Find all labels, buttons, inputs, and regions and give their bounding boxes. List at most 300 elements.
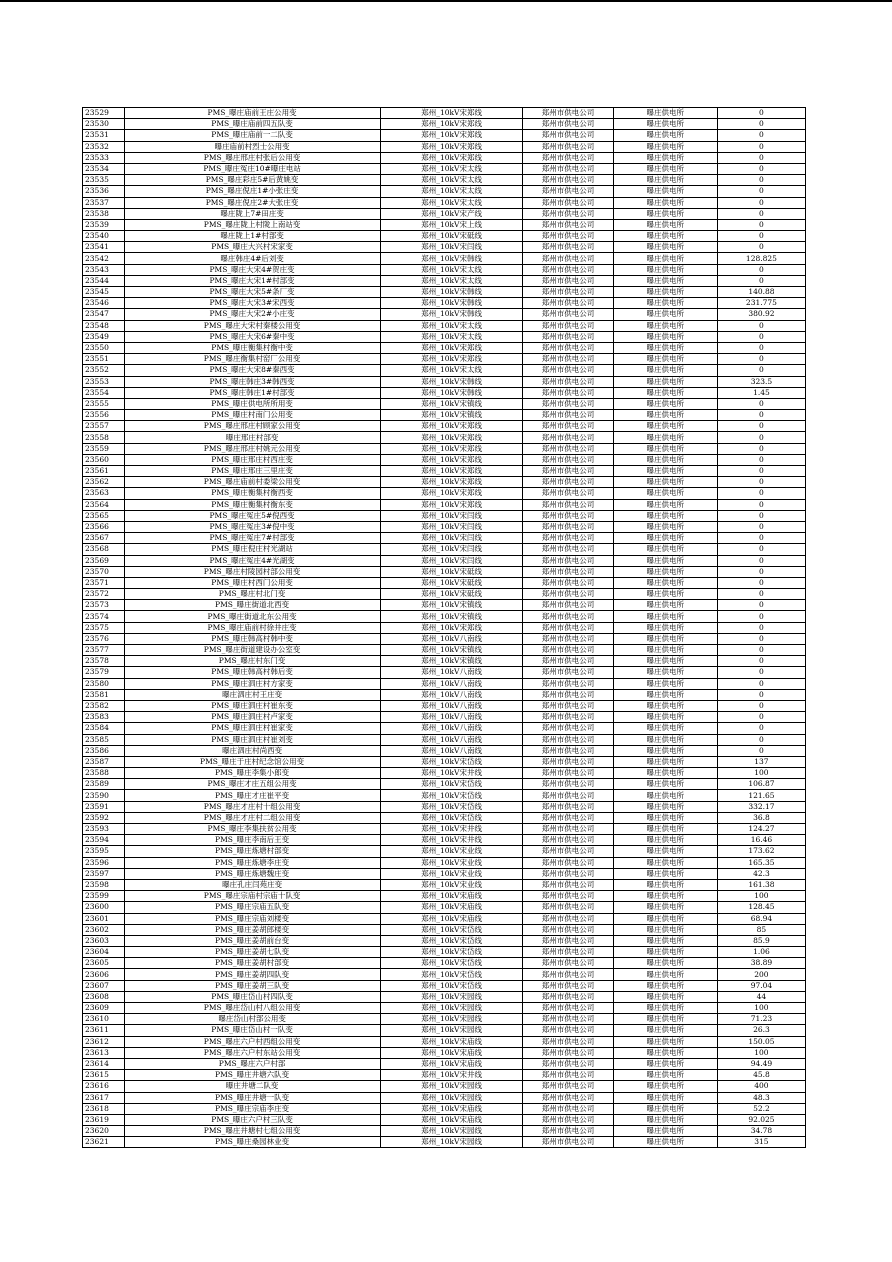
value-cell: 71.23 [717,1014,805,1025]
value-cell: 97.04 [717,980,805,991]
value-cell: 0 [717,454,805,465]
table-row [83,656,806,667]
substation-name: PMS_曝庄宗庙李庄变 [124,1103,380,1114]
company-name: 郑州市供电公司 [523,868,613,879]
table-row [83,991,806,1002]
company-name: 郑州市供电公司 [523,589,613,600]
station-name: 曝庄供电所 [613,208,717,219]
company-name: 郑州市供电公司 [523,298,613,309]
row-id: 23539 [83,219,125,230]
feeder-line: 郑州_10kV宋产线 [380,208,523,219]
company-name: 郑州市供电公司 [523,488,613,499]
row-id: 23560 [83,454,125,465]
table-row [83,824,806,835]
value-cell: 0 [717,533,805,544]
feeder-line: 郑州_10kV宋园线 [380,991,523,1002]
company-name: 郑州市供电公司 [523,645,613,656]
table-row [83,264,806,275]
substation-name: PMS_曝庄姜胡七队变 [124,947,380,958]
company-name: 郑州市供电公司 [523,130,613,141]
row-id: 23613 [83,1047,125,1058]
value-cell: 0 [717,197,805,208]
row-id: 23570 [83,566,125,577]
substation-name: PMS_曝庄邢庄村张后公用变 [124,152,380,163]
station-name: 曝庄供电所 [613,533,717,544]
row-id: 23561 [83,466,125,477]
table-row [83,935,806,946]
feeder-line: 郑州_10kV宋太线 [380,197,523,208]
substation-name: PMS_曝庄陇上村陇上南站变 [124,219,380,230]
table-row [83,443,806,454]
substation-name: PMS_曝庄大宋村秦楼公用变 [124,320,380,331]
station-name: 曝庄供电所 [613,354,717,365]
table-row [83,253,806,264]
substation-name: 曝庄韩庄4#后刘变 [124,253,380,264]
company-name: 郑州市供电公司 [523,980,613,991]
company-name: 郑州市供电公司 [523,958,613,969]
company-name: 郑州市供电公司 [523,812,613,823]
row-id: 23533 [83,152,125,163]
substation-name: PMS_曝庄彩庄5#后黄姚变 [124,175,380,186]
row-id: 23576 [83,633,125,644]
table-row [83,421,806,432]
substation-name: PMS_曝庄邢庄三里庄变 [124,466,380,477]
table-row [83,1036,806,1047]
station-name: 曝庄供电所 [613,477,717,488]
station-name: 曝庄供电所 [613,555,717,566]
company-name: 郑州市供电公司 [523,857,613,868]
table-row [83,1081,806,1092]
table-row [83,611,806,622]
substation-name: PMS_曝庄衡集村衡西变 [124,488,380,499]
feeder-line: 郑州_10kV宋庙线 [380,902,523,913]
value-cell: 128.825 [717,253,805,264]
substation-name: 曝庄泗庄村尚西变 [124,745,380,756]
station-name: 曝庄供电所 [613,163,717,174]
feeder-line: 郑州_10kV宋闫线 [380,544,523,555]
table-row [83,1014,806,1025]
row-id: 23607 [83,980,125,991]
row-id: 23569 [83,555,125,566]
value-cell: 165.35 [717,857,805,868]
company-name: 郑州市供电公司 [523,1137,613,1148]
company-name: 郑州市供电公司 [523,969,613,980]
substation-name: 曝庄岱山村部公用变 [124,1014,380,1025]
station-name: 曝庄供电所 [613,287,717,298]
value-cell: 0 [717,108,805,119]
substation-name: PMS_曝庄村陵园村部公用变 [124,566,380,577]
table-row [83,924,806,935]
substation-name: PMS_曝庄韩庄1#村部变 [124,387,380,398]
company-name: 郑州市供电公司 [523,231,613,242]
value-cell: 0 [717,398,805,409]
station-name: 曝庄供电所 [613,443,717,454]
substation-name: PMS_曝庄岱山村一队变 [124,1025,380,1036]
value-cell: 44 [717,991,805,1002]
station-name: 曝庄供电所 [613,1003,717,1014]
station-name: 曝庄供电所 [613,991,717,1002]
value-cell: 0 [717,667,805,678]
table-row [83,1003,806,1014]
substation-name: PMS_曝庄大宋8#秦西变 [124,365,380,376]
station-name: 曝庄供电所 [613,1014,717,1025]
row-id: 23601 [83,913,125,924]
table-row [83,678,806,689]
company-name: 郑州市供电公司 [523,689,613,700]
table-row [83,108,806,119]
value-cell: 315 [717,1137,805,1148]
row-id: 23586 [83,745,125,756]
table-row [83,242,806,253]
feeder-line: 郑州_10kV宋韩线 [380,309,523,320]
feeder-line: 郑州_10kV宋庙线 [380,913,523,924]
station-name: 曝庄供电所 [613,510,717,521]
table-row [83,712,806,723]
value-cell: 36.8 [717,812,805,823]
feeder-line: 郑州_10kV八南线 [380,700,523,711]
value-cell: 48.3 [717,1092,805,1103]
substation-name: PMS_曝庄大宋1#村部变 [124,275,380,286]
substation-name: PMS_曝庄井塘六队变 [124,1070,380,1081]
station-name: 曝庄供电所 [613,756,717,767]
row-id: 23572 [83,589,125,600]
company-name: 郑州市供电公司 [523,208,613,219]
station-name: 曝庄供电所 [613,298,717,309]
substation-name: PMS_曝庄六户村西组公用变 [124,1036,380,1047]
station-name: 曝庄供电所 [613,141,717,152]
value-cell: 173.62 [717,846,805,857]
feeder-line: 郑州_10kV宋岱线 [380,756,523,767]
row-id: 23577 [83,645,125,656]
feeder-line: 郑州_10kV宋园线 [380,1014,523,1025]
row-id: 23603 [83,935,125,946]
substation-name: 曝庄陇上1#村部变 [124,231,380,242]
feeder-line: 郑州_10kV宋郑线 [380,421,523,432]
table-row [83,466,806,477]
table-row [83,958,806,969]
company-name: 郑州市供电公司 [523,600,613,611]
row-id: 23553 [83,376,125,387]
feeder-line: 郑州_10kV宋闫线 [380,533,523,544]
value-cell: 0 [717,488,805,499]
station-name: 曝庄供电所 [613,891,717,902]
company-name: 郑州市供电公司 [523,712,613,723]
company-name: 郑州市供电公司 [523,253,613,264]
row-id: 23615 [83,1070,125,1081]
station-name: 曝庄供电所 [613,466,717,477]
value-cell: 68.94 [717,913,805,924]
row-id: 23592 [83,812,125,823]
substation-name: PMS_曝庄倪庄2#大张庄变 [124,197,380,208]
company-name: 郑州市供电公司 [523,790,613,801]
substation-name: PMS_曝庄宗庙五队变 [124,902,380,913]
value-cell: 0 [717,466,805,477]
company-name: 郑州市供电公司 [523,824,613,835]
table-row [83,219,806,230]
company-name: 郑州市供电公司 [523,466,613,477]
substation-name: PMS_曝庄衡集村衡中变 [124,342,380,353]
row-id: 23557 [83,421,125,432]
feeder-line: 郑州_10kV宋郑线 [380,152,523,163]
company-name: 郑州市供电公司 [523,432,613,443]
feeder-line: 郑州_10kV宋园线 [380,1126,523,1137]
table-row [83,589,806,600]
substation-name: PMS_曝庄街道北东公用变 [124,611,380,622]
table-row [83,734,806,745]
substation-name: PMS_曝庄冤庄5#倪西变 [124,510,380,521]
station-name: 曝庄供电所 [613,656,717,667]
station-name: 曝庄供电所 [613,175,717,186]
company-name: 郑州市供电公司 [523,275,613,286]
table-row [83,175,806,186]
row-id: 23564 [83,499,125,510]
feeder-line: 郑州_10kV宋太线 [380,331,523,342]
company-name: 郑州市供电公司 [523,1081,613,1092]
company-name: 郑州市供电公司 [523,163,613,174]
company-name: 郑州市供电公司 [523,1025,613,1036]
value-cell: 0 [717,510,805,521]
company-name: 郑州市供电公司 [523,443,613,454]
feeder-line: 郑州_10kV宋井线 [380,835,523,846]
substation-name: PMS_曝庄邢庄村西庄变 [124,454,380,465]
feeder-line: 郑州_10kV宋郑线 [380,130,523,141]
row-id: 23535 [83,175,125,186]
station-name: 曝庄供电所 [613,577,717,588]
feeder-line: 郑州_10kV八南线 [380,633,523,644]
feeder-line: 郑州_10kV宋太线 [380,320,523,331]
feeder-line: 郑州_10kV宋镇线 [380,645,523,656]
company-name: 郑州市供电公司 [523,141,613,152]
row-id: 23616 [83,1081,125,1092]
station-name: 曝庄供电所 [613,801,717,812]
table-row [83,768,806,779]
row-id: 23534 [83,163,125,174]
substation-name: PMS_曝庄才庄村十组公用变 [124,801,380,812]
value-cell: 92.025 [717,1114,805,1125]
feeder-line: 郑州_10kV宋闫线 [380,242,523,253]
value-cell: 0 [717,175,805,186]
company-name: 郑州市供电公司 [523,723,613,734]
row-id: 23567 [83,533,125,544]
table-row [83,857,806,868]
row-id: 23610 [83,1014,125,1025]
station-name: 曝庄供电所 [613,868,717,879]
row-id: 23621 [83,1137,125,1148]
company-name: 郑州市供电公司 [523,879,613,890]
value-cell: 0 [717,589,805,600]
value-cell: 1.06 [717,947,805,958]
feeder-line: 郑州_10kV宋岱线 [380,779,523,790]
row-id: 23546 [83,298,125,309]
substation-name: PMS_曝庄冤庄7#村部变 [124,533,380,544]
feeder-line: 郑州_10kV八南线 [380,734,523,745]
row-id: 23552 [83,365,125,376]
substation-name: PMS_曝庄六户村部 [124,1058,380,1069]
substation-name: PMS_曝庄六户村三队变 [124,1114,380,1125]
substation-name: PMS_曝庄大宋3#宋西变 [124,298,380,309]
feeder-line: 郑州_10kV宋郑线 [380,342,523,353]
table-row [83,186,806,197]
company-name: 郑州市供电公司 [523,354,613,365]
company-name: 郑州市供电公司 [523,1114,613,1125]
row-id: 23549 [83,331,125,342]
substation-name: PMS_曝庄李集扶贫公用变 [124,824,380,835]
table-row [83,1058,806,1069]
row-id: 23597 [83,868,125,879]
row-id: 23545 [83,287,125,298]
value-cell: 0 [717,152,805,163]
feeder-line: 郑州_10kV宋业线 [380,879,523,890]
company-name: 郑州市供电公司 [523,533,613,544]
station-name: 曝庄供电所 [613,790,717,801]
feeder-line: 郑州_10kV宋太线 [380,275,523,286]
company-name: 郑州市供电公司 [523,242,613,253]
station-name: 曝庄供电所 [613,108,717,119]
row-id: 23571 [83,577,125,588]
feeder-line: 郑州_10kV宋韩线 [380,287,523,298]
company-name: 郑州市供电公司 [523,521,613,532]
value-cell: 0 [717,656,805,667]
feeder-line: 郑州_10kV宋郑线 [380,354,523,365]
table-row [83,163,806,174]
station-name: 曝庄供电所 [613,1070,717,1081]
value-cell: 0 [717,208,805,219]
table-row [83,331,806,342]
value-cell: 150.05 [717,1036,805,1047]
feeder-line: 郑州_10kV宋井线 [380,768,523,779]
value-cell: 0 [717,331,805,342]
company-name: 郑州市供电公司 [523,320,613,331]
company-name: 郑州市供电公司 [523,700,613,711]
company-name: 郑州市供电公司 [523,678,613,689]
table-row [83,745,806,756]
company-name: 郑州市供电公司 [523,264,613,275]
station-name: 曝庄供电所 [613,119,717,130]
company-name: 郑州市供电公司 [523,656,613,667]
company-name: 郑州市供电公司 [523,186,613,197]
row-id: 23599 [83,891,125,902]
substation-name: PMS_曝庄邢庄村姚元公用变 [124,443,380,454]
value-cell: 0 [717,712,805,723]
value-cell: 85 [717,924,805,935]
station-name: 曝庄供电所 [613,242,717,253]
substation-name: PMS_曝庄村东门变 [124,656,380,667]
station-name: 曝庄供电所 [613,1081,717,1092]
company-name: 郑州市供电公司 [523,108,613,119]
station-name: 曝庄供电所 [613,1047,717,1058]
station-name: 曝庄供电所 [613,745,717,756]
substation-name: PMS_曝庄桑园林业变 [124,1137,380,1148]
value-cell: 0 [717,544,805,555]
substation-name: PMS_曝庄庙前四五队变 [124,119,380,130]
row-id: 23594 [83,835,125,846]
company-name: 郑州市供电公司 [523,611,613,622]
station-name: 曝庄供电所 [613,1137,717,1148]
table-row [83,1114,806,1125]
table-row [83,365,806,376]
row-id: 23588 [83,768,125,779]
station-name: 曝庄供电所 [613,667,717,678]
substation-name: PMS_曝庄韩高村韩中变 [124,633,380,644]
table-row [83,544,806,555]
row-id: 23550 [83,342,125,353]
substation-name: PMS_曝庄炼塘村部变 [124,846,380,857]
value-cell: 0 [717,723,805,734]
table-row [83,533,806,544]
company-name: 郑州市供电公司 [523,1047,613,1058]
row-id: 23593 [83,824,125,835]
feeder-line: 郑州_10kV宋岱线 [380,947,523,958]
company-name: 郑州市供电公司 [523,768,613,779]
value-cell: 0 [717,734,805,745]
row-id: 23530 [83,119,125,130]
value-cell: 0 [717,645,805,656]
table-row [83,141,806,152]
station-name: 曝庄供电所 [613,712,717,723]
feeder-line: 郑州_10kV宋镇线 [380,611,523,622]
row-id: 23583 [83,712,125,723]
company-name: 郑州市供电公司 [523,197,613,208]
station-name: 曝庄供电所 [613,678,717,689]
table-row [83,947,806,958]
substation-name: PMS_曝庄村南门公用变 [124,410,380,421]
substation-name: PMS_曝庄炼塘魏庄变 [124,868,380,879]
row-id: 23614 [83,1058,125,1069]
feeder-line: 郑州_10kV宋岱线 [380,924,523,935]
station-name: 曝庄供电所 [613,824,717,835]
feeder-line: 郑州_10kV宋园线 [380,1003,523,1014]
row-id: 23551 [83,354,125,365]
row-id: 23596 [83,857,125,868]
station-name: 曝庄供电所 [613,935,717,946]
station-name: 曝庄供电所 [613,589,717,600]
row-id: 23582 [83,700,125,711]
value-cell: 0 [717,141,805,152]
row-id: 23563 [83,488,125,499]
value-cell: 231.775 [717,298,805,309]
table-row [83,645,806,656]
station-name: 曝庄供电所 [613,924,717,935]
row-id: 23566 [83,521,125,532]
station-name: 曝庄供电所 [613,611,717,622]
station-name: 曝庄供电所 [613,421,717,432]
value-cell: 323.5 [717,376,805,387]
feeder-line: 郑州_10kV宋庙线 [380,1103,523,1114]
row-id: 23587 [83,756,125,767]
feeder-line: 郑州_10kV宋岱线 [380,958,523,969]
company-name: 郑州市供电公司 [523,577,613,588]
station-name: 曝庄供电所 [613,1092,717,1103]
station-name: 曝庄供电所 [613,365,717,376]
row-id: 23554 [83,387,125,398]
table-row [83,376,806,387]
station-name: 曝庄供电所 [613,600,717,611]
feeder-line: 郑州_10kV宋园线 [380,1137,523,1148]
company-name: 郑州市供电公司 [523,398,613,409]
company-name: 郑州市供电公司 [523,454,613,465]
substation-name: PMS_曝庄大兴村宋家变 [124,242,380,253]
feeder-line: 郑州_10kV宋郑线 [380,499,523,510]
row-id: 23532 [83,141,125,152]
company-name: 郑州市供电公司 [523,421,613,432]
table-row [83,790,806,801]
value-cell: 0 [717,633,805,644]
row-id: 23542 [83,253,125,264]
feeder-line: 郑州_10kV宋业线 [380,846,523,857]
value-cell: 85.9 [717,935,805,946]
company-name: 郑州市供电公司 [523,1092,613,1103]
substation-name: PMS_曝庄衡集村窑厂公用变 [124,354,380,365]
